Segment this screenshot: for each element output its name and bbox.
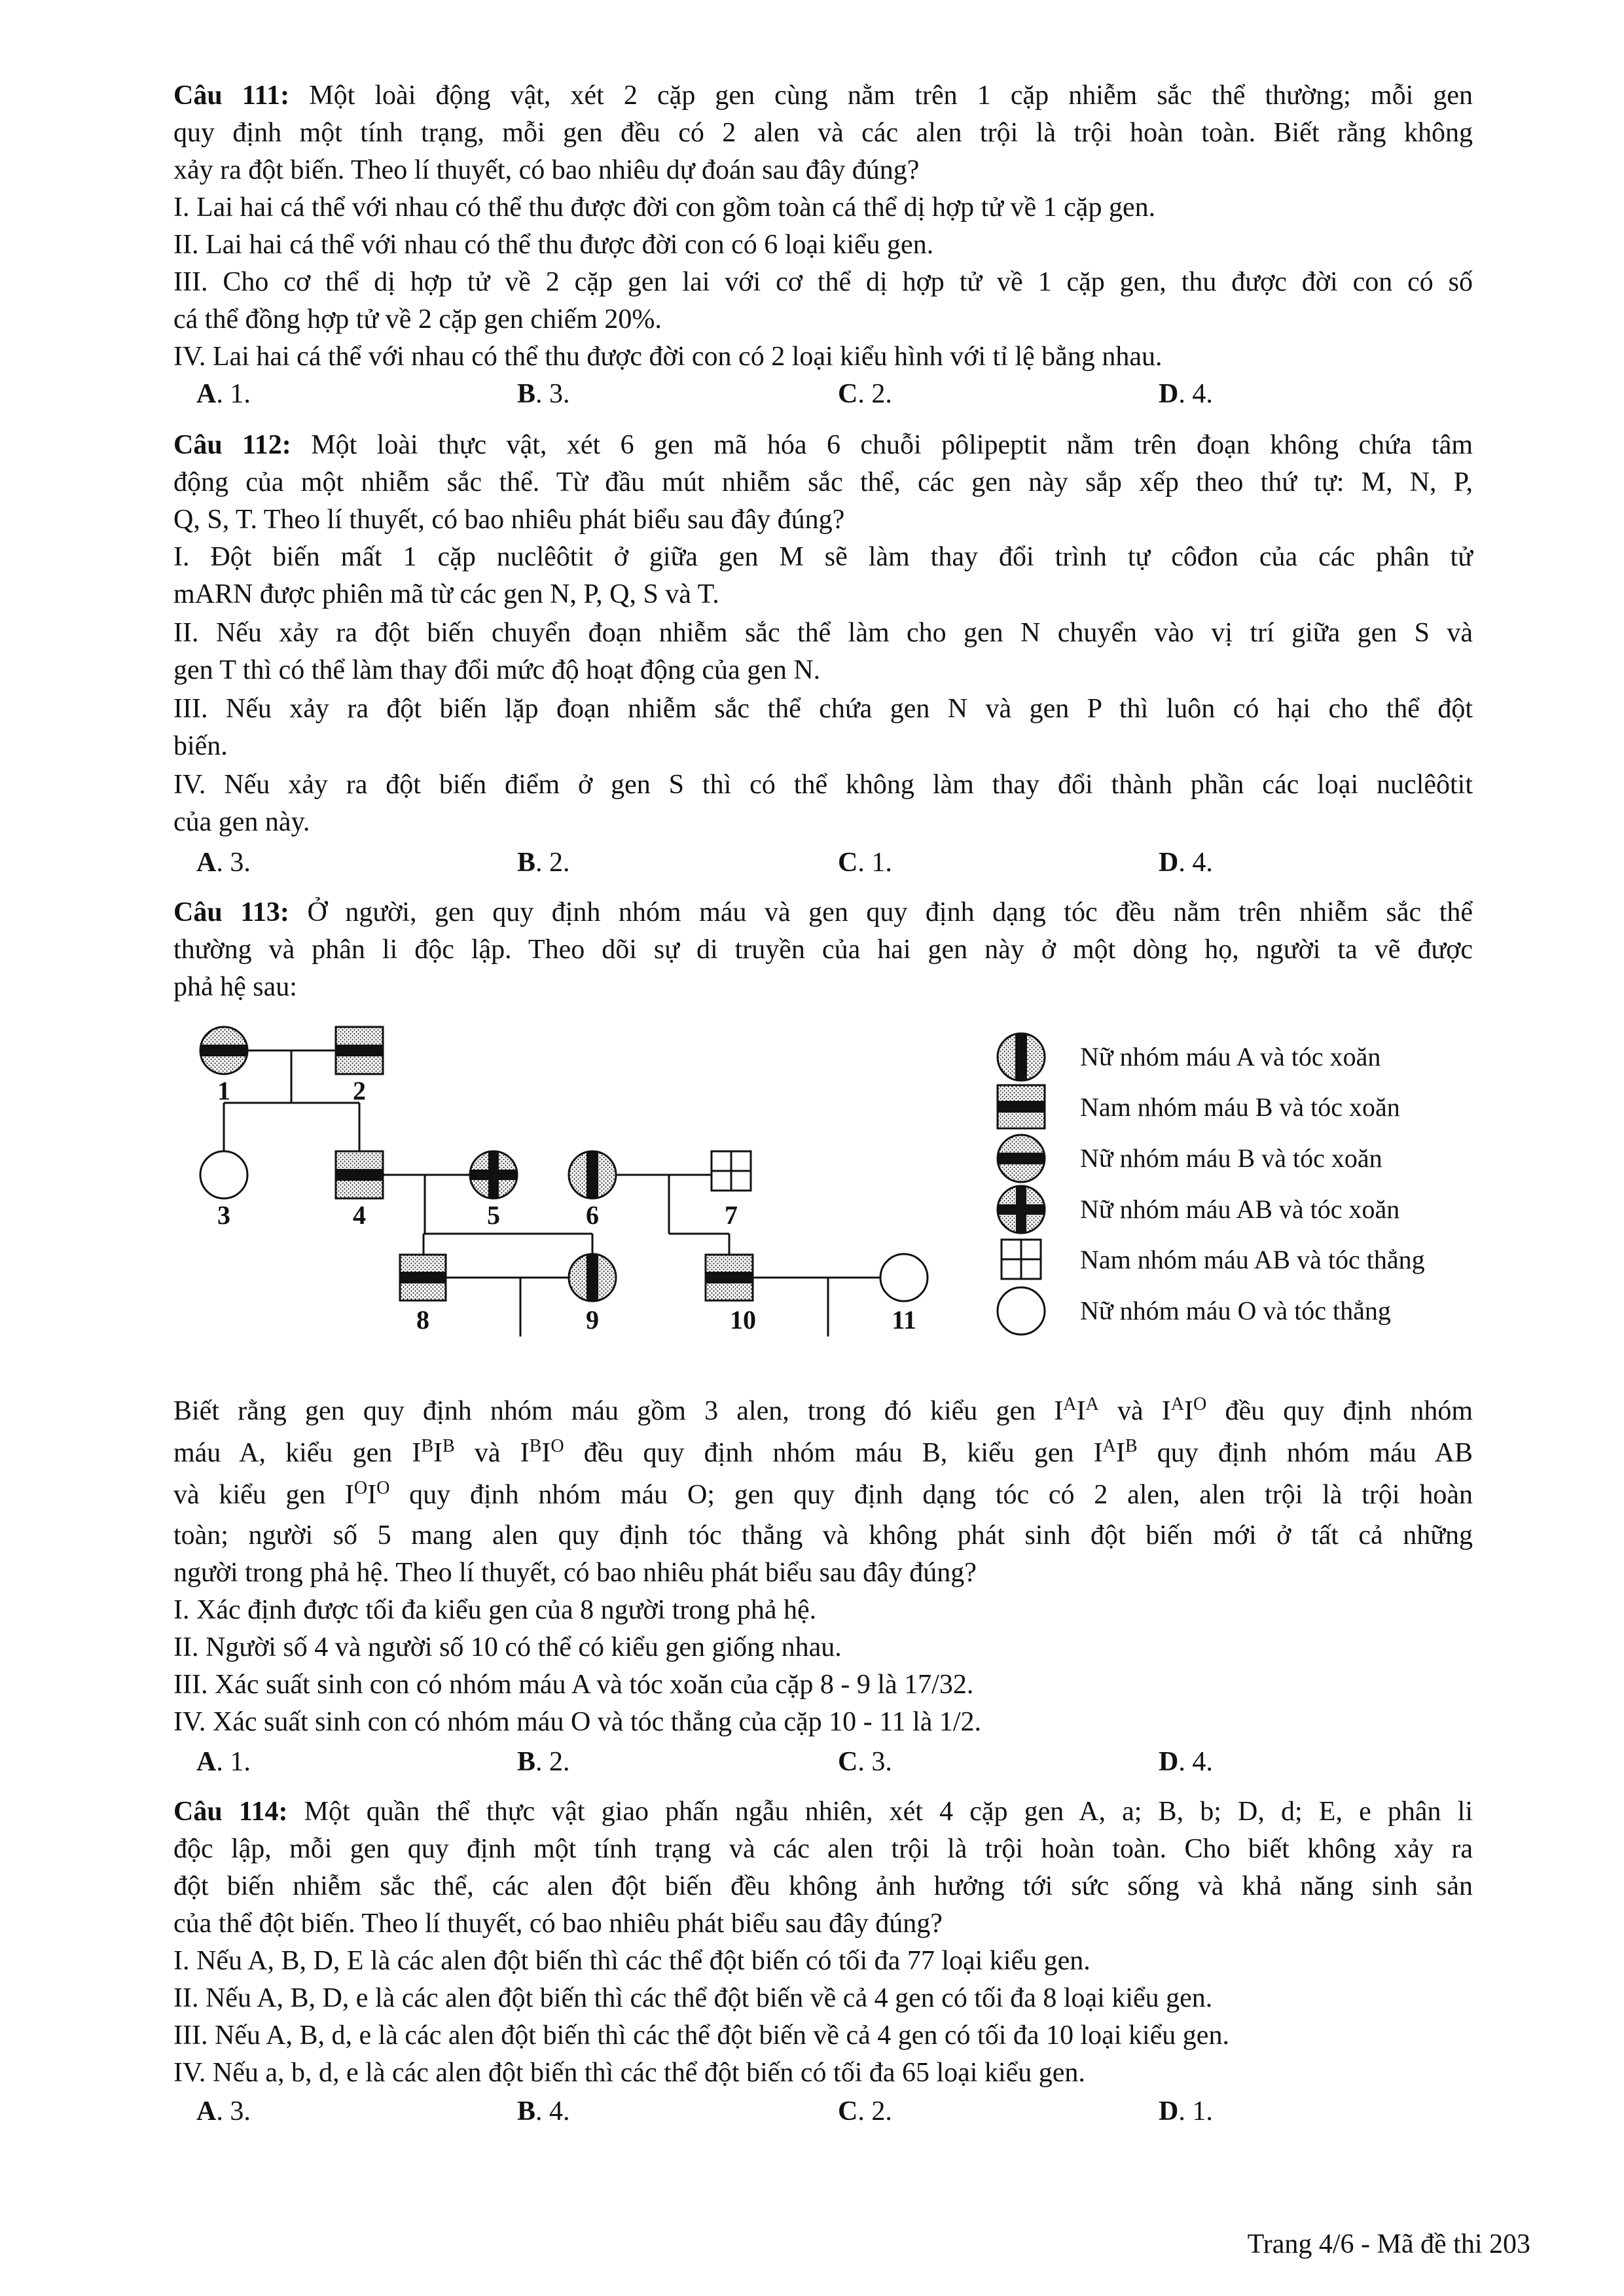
q111-option-c[interactable]: C. 2.: [838, 379, 892, 409]
q113-stem-line1: Câu 113: Ở người, gen quy định nhóm máu và gen quy định dạng tóc đều nằm trên nhiễm sắc thể: [173, 897, 1473, 927]
q112-statement-2-line2: gen T thì có thể làm thay đổi mức độ hoạt động của gen N.: [173, 655, 821, 685]
individual-5: [470, 1151, 517, 1198]
q111-stem-line2: quy định một tính trạng, mỗi gen đều có 2 alen và các alen trội là trội hoàn toàn. Biết rằng không: [173, 118, 1473, 148]
q113-options: [196, 1744, 1473, 1781]
pedigree-number-5: 5: [487, 1200, 500, 1230]
q113-option-b[interactable]: B. 2.: [517, 1747, 570, 1777]
q113-statement-4: IV. Xác suất sinh con có nhóm máu O và tóc thẳng của cặp 10 - 11 là 1/2.: [173, 1707, 982, 1737]
legend-symbol-female-a: [998, 1033, 1045, 1081]
q111-statement-2: II. Lai hai cá thể với nhau có thể thu được đời con có 6 loại kiểu gen.: [173, 230, 934, 260]
pedigree-number-2: 2: [353, 1076, 366, 1105]
q114-option-c[interactable]: C. 2.: [838, 2096, 892, 2126]
q114-options: [196, 2093, 1473, 2130]
individual-7: [712, 1151, 751, 1191]
q113-statement-1: I. Xác định được tối đa kiểu gen của 8 người trong phả hệ.: [173, 1595, 817, 1625]
individual-8: [400, 1255, 446, 1300]
individual-4: [336, 1151, 383, 1198]
q113-stem-line2: thường và phân li độc lập. Theo dõi sự di truyền của hai gen này ở một dòng họ, người ta vẽ được: [173, 935, 1473, 965]
pedigree-number-6: 6: [586, 1200, 599, 1230]
q114-statement-4: IV. Nếu a, b, d, e là các alen đột biến thì các thể đột biến có tối đa 65 loại kiểu gen.: [173, 2058, 1085, 2088]
individual-3: [200, 1151, 247, 1198]
q112-stem-line1: Câu 112: Một loài thực vật, xét 6 gen mã hóa 6 chuỗi pôlipeptit nằm trên đoạn không chứa tâm: [173, 430, 1473, 460]
q113-info-line3: và kiểu gen $I^OI^O$ quy định nhóm máu O; gen quy định dạng tóc có 2 alen, alen trội là trội hoàn: [173, 1478, 1473, 1510]
legend-symbol-female-b: [998, 1135, 1045, 1182]
q111-statement-3-line1: III. Cho cơ thể dị hợp tử về 2 cặp gen lai với cơ thể dị hợp tử về 1 cặp gen, thu được đời con có số: [173, 267, 1473, 297]
legend-label-female-ab: Nữ nhóm máu AB và tóc xoăn: [1080, 1194, 1400, 1224]
individual-1: [200, 1027, 247, 1074]
q111-stem-line1: Câu 111: Một loài động vật, xét 2 cặp gen cùng nằm trên 1 cặp nhiễm sắc thể thường; mỗi gen: [173, 81, 1473, 111]
pedigree-number-3: 3: [217, 1200, 230, 1230]
legend-label-male-b: Nam nhóm máu B và tóc xoăn: [1080, 1092, 1400, 1122]
q111-stem-line3: xảy ra đột biến. Theo lí thuyết, có bao nhiêu dự đoán sau đây đúng?: [173, 155, 920, 185]
individual-6: [569, 1151, 616, 1198]
legend-label-female-b: Nữ nhóm máu B và tóc xoăn: [1080, 1143, 1382, 1173]
q112-label: Câu 112:: [173, 430, 291, 460]
q114-stem-line4: của thể đột biến. Theo lí thuyết, có bao nhiêu phát biểu sau đây đúng?: [173, 1909, 943, 1939]
pedigree-number-10: 10: [730, 1305, 756, 1335]
q114-stem-line2: độc lập, mỗi gen quy định một tính trạng và các alen trội là trội hoàn toàn. Cho biết không xảy ra: [173, 1834, 1473, 1864]
q114-statement-2: II. Nếu A, B, D, e là các alen đột biến thì các thể đột biến về cả 4 gen có tối đa 8 loại kiểu gen.: [173, 1983, 1213, 2013]
q112-stem-line2: động của một nhiễm sắc thể. Từ đầu mút nhiễm sắc thể, các gen này sắp xếp theo thứ tự: M, N, P,: [173, 467, 1473, 497]
q111-option-a[interactable]: A. 1.: [196, 379, 251, 409]
legend-symbol-female-o: [998, 1287, 1045, 1335]
q111-statement-3-line2: cá thể đồng hợp tử về 2 cặp gen chiếm 20%.: [173, 304, 662, 334]
q114-label: Câu 114:: [173, 1797, 288, 1827]
q112-statement-1-line2: mARN được phiên mã từ các gen N, P, Q, S và T.: [173, 579, 719, 609]
q113-statement-3: III. Xác suất sinh con có nhóm máu A và tóc xoăn của cặp 8 - 9 là 17/32.: [173, 1670, 974, 1700]
q113-info-line1: Biết rằng gen quy định nhóm máu gồm 3 alen, trong đó kiểu gen $I^AI^A$ và $I^AI^O$ đều quy định nhóm: [173, 1394, 1473, 1426]
q112-option-d[interactable]: D. 4.: [1159, 848, 1213, 878]
pedigree-number-7: 7: [725, 1200, 738, 1230]
pedigree-number-9: 9: [586, 1305, 599, 1335]
individual-11: [880, 1254, 928, 1301]
q112-statement-3-line1: III. Nếu xảy ra đột biến lặp đoạn nhiễm sắc thể chứa gen N và gen P thì luôn có hại cho thể đột: [173, 694, 1473, 724]
q111-statement-4: IV. Lai hai cá thể với nhau có thể thu được đời con có 2 loại kiểu hình với tỉ lệ bằng nhau.: [173, 342, 1163, 372]
q113-info-line5: người trong phả hệ. Theo lí thuyết, có bao nhiêu phát biểu sau đây đúng?: [173, 1558, 977, 1588]
individual-10: [706, 1255, 753, 1300]
q113-label: Câu 113:: [173, 897, 289, 927]
legend-label-female-a: Nữ nhóm máu A và tóc xoăn: [1080, 1042, 1381, 1071]
pedigree-number-8: 8: [416, 1305, 429, 1335]
q111-option-d[interactable]: D. 4.: [1159, 379, 1213, 409]
page-footer: Trang 4/6 - Mã đề thi 203: [1247, 2229, 1530, 2259]
pedigree-number-1: 1: [217, 1076, 230, 1105]
q112-option-c[interactable]: C. 1.: [838, 848, 892, 878]
q114-statement-1: I. Nếu A, B, D, E là các alen đột biến thì các thể đột biến có tối đa 77 loại kiểu gen.: [173, 1946, 1091, 1976]
q112-statement-4-line2: của gen này.: [173, 807, 310, 837]
q113-info-line2: máu A, kiểu gen $I^BI^B$ và $I^BI^O$ đều quy định nhóm máu B, kiểu gen $I^AI^B$ quy định nhóm máu AB: [173, 1436, 1473, 1468]
q114-option-a[interactable]: A. 3.: [196, 2096, 251, 2126]
legend-label-female-o: Nữ nhóm máu O và tóc thẳng: [1080, 1296, 1391, 1325]
q112-statement-3-line2: biến.: [173, 731, 228, 761]
pedigree-number-4: 4: [353, 1200, 366, 1230]
q114-statement-3: III. Nếu A, B, d, e là các alen đột biến thì các thể đột biến về cả 4 gen có tối đa 10 loại kiểu gen.: [173, 2020, 1229, 2051]
q112-option-b[interactable]: B. 2.: [517, 848, 570, 878]
q113-statement-2: II. Người số 4 và người số 10 có thể có kiểu gen giống nhau.: [173, 1632, 842, 1662]
individual-2: [336, 1027, 383, 1074]
q114-option-d[interactable]: D. 1.: [1159, 2096, 1213, 2126]
q111-label: Câu 111:: [173, 81, 290, 111]
q112-statement-4-line1: IV. Nếu xảy ra đột biến điểm ở gen S thì có thể không làm thay đổi thành phần các loại nuclêôtit: [173, 770, 1473, 800]
legend-symbol-male-b: [998, 1085, 1045, 1128]
q113-stem-line3: phả hệ sau:: [173, 972, 297, 1002]
q114-stem-line3: đột biến nhiễm sắc thể, các alen đột biến đều không ảnh hưởng tới sức sống và khả năng sinh sản: [173, 1871, 1473, 1901]
q112-option-a[interactable]: A. 3.: [196, 848, 251, 878]
q112-statement-2-line1: II. Nếu xảy ra đột biến chuyển đoạn nhiễm sắc thể làm cho gen N chuyển vào vị trí giữa gen S và: [173, 618, 1473, 648]
legend-label-male-ab: Nam nhóm máu AB và tóc thẳng: [1080, 1245, 1425, 1274]
q113-option-c[interactable]: C. 3.: [838, 1747, 892, 1777]
individual-9: [569, 1254, 616, 1301]
q113-info-line4: toàn; người số 5 mang alen quy định tóc thẳng và không phát sinh đột biến mới ở tất cả những: [173, 1520, 1473, 1551]
q112-stem-line3: Q, S, T. Theo lí thuyết, có bao nhiêu phát biểu sau đây đúng?: [173, 505, 845, 535]
legend-symbol-male-ab: [1001, 1240, 1041, 1279]
q114-option-b[interactable]: B. 4.: [517, 2096, 570, 2126]
legend-symbol-female-ab: [998, 1186, 1045, 1233]
pedigree-number-11: 11: [892, 1305, 916, 1335]
q112-statement-1-line1: I. Đột biến mất 1 cặp nuclêôtit ở giữa gen M sẽ làm thay đổi trình tự côđon của các phân tử: [173, 542, 1473, 572]
q113-option-a[interactable]: A. 1.: [196, 1747, 251, 1777]
q114-stem-line1: Câu 114: Một quần thể thực vật giao phấn ngẫu nhiên, xét 4 cặp gen A, a; B, b; D, d; E, e phân li: [173, 1797, 1473, 1827]
q111-statement-1: I. Lai hai cá thể với nhau có thể thu được đời con gồm toàn cá thể dị hợp tử về 1 cặp gen.: [173, 192, 1156, 223]
q113-option-d[interactable]: D. 4.: [1159, 1747, 1213, 1777]
q111-option-b[interactable]: B. 3.: [517, 379, 570, 409]
